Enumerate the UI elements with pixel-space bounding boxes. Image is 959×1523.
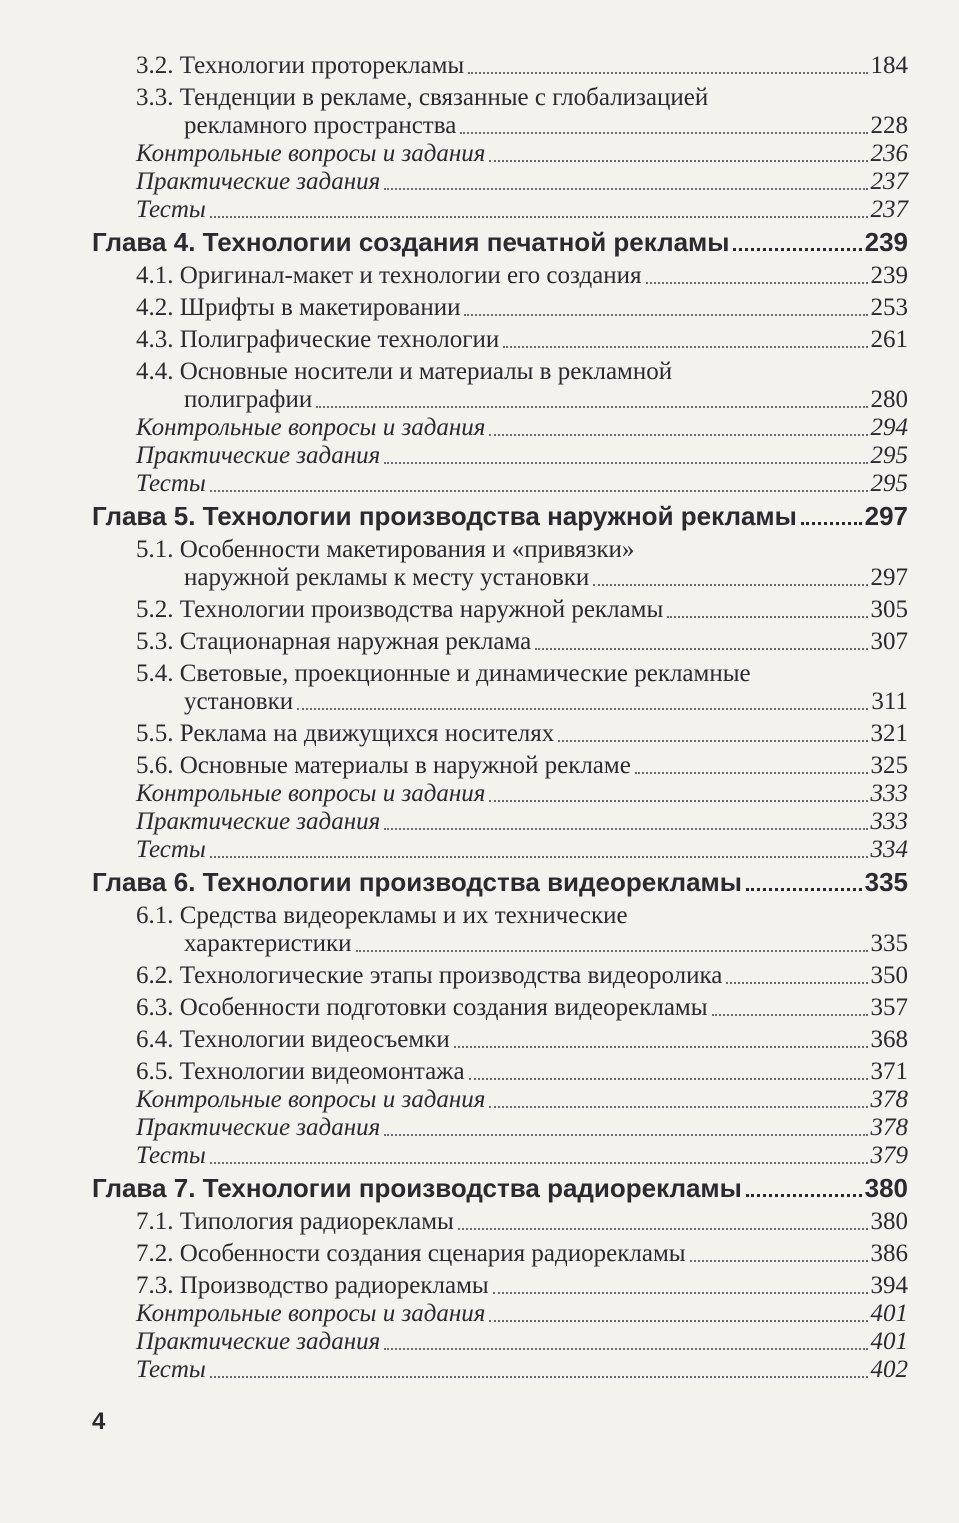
dot-leader: [297, 708, 868, 710]
extra-title: Контрольные вопросы и задания: [136, 1300, 486, 1327]
toc-entry-section: [92, 660, 908, 716]
page-number: 4: [92, 1408, 106, 1435]
toc-entry-extra: [92, 1114, 908, 1142]
toc-entry-extra: [92, 140, 908, 168]
section-title: Тенденции в рекламе, связанные с глобализацией: [179, 84, 709, 111]
section-number: 6.5.: [136, 1058, 174, 1085]
dot-leader: [384, 1348, 867, 1350]
section-title: Производство радиорекламы: [179, 1272, 489, 1299]
page-ref: 380: [864, 1173, 908, 1203]
toc-entry-section: [92, 52, 908, 80]
toc-entry-extra: [92, 196, 908, 224]
page-ref: 280: [870, 386, 908, 413]
page-ref: 333: [870, 808, 908, 835]
page-ref: 378: [870, 1114, 908, 1141]
page-ref: 335: [870, 930, 908, 957]
dot-leader: [535, 648, 867, 650]
section-title: Оригинал-макет и технологии его создания: [179, 262, 642, 289]
page-ref: 321: [870, 720, 908, 747]
dot-leader: [384, 1134, 867, 1136]
page-ref: 297: [864, 501, 908, 531]
page-ref: 379: [870, 1142, 908, 1169]
toc-entry-extra: [92, 1356, 908, 1384]
extra-title: Тесты: [136, 836, 206, 863]
page-ref: 401: [870, 1300, 908, 1327]
page-ref: 333: [870, 780, 908, 807]
dot-leader: [690, 1260, 868, 1262]
chapter-title: Глава 7. Технологии производства радиорекламы: [92, 1173, 742, 1203]
section-title: Технологические этапы производства видеоролика: [179, 962, 723, 989]
page-ref: 357: [870, 994, 908, 1021]
toc-entry-section: [92, 752, 908, 780]
page-ref: 305: [870, 596, 908, 623]
toc-entry-extra: [92, 1142, 908, 1170]
dot-leader: [356, 950, 868, 952]
toc-entry-section: [92, 994, 908, 1022]
page-ref: 394: [870, 1272, 908, 1299]
page-ref: 325: [870, 752, 908, 779]
toc-entry-section: [92, 262, 908, 290]
dot-leader: [458, 1228, 868, 1230]
page-ref: 402: [870, 1356, 908, 1383]
dot-leader: [468, 72, 867, 74]
page-ref: 237: [870, 196, 908, 223]
page-ref: 386: [870, 1240, 908, 1267]
extra-title: Практические задания: [136, 808, 381, 835]
section-number: 7.3.: [136, 1272, 174, 1299]
toc-entry-extra: [92, 470, 908, 498]
section-number: 5.6.: [136, 752, 174, 779]
dot-leader: [210, 490, 868, 492]
extra-title: Контрольные вопросы и задания: [136, 414, 486, 441]
toc-entry-section: [92, 294, 908, 322]
page-ref: 380: [870, 1208, 908, 1235]
dot-leader: [454, 1046, 868, 1048]
section-title-continued: рекламного пространства: [184, 112, 457, 139]
section-number: 4.1.: [136, 262, 174, 289]
chapter-title: Глава 4. Технологии создания печатной рекламы: [92, 227, 730, 257]
toc-entry-section: [92, 1058, 908, 1086]
page-ref: 294: [870, 414, 908, 441]
section-title-continued: наружной рекламы к месту установки: [184, 564, 590, 591]
extra-title: Тесты: [136, 1142, 206, 1169]
page-ref: 335: [864, 867, 908, 897]
dot-leader: [493, 1292, 868, 1294]
dot-leader: [489, 1320, 867, 1322]
dot-leader: [489, 160, 867, 162]
toc-entry-chapter: [92, 866, 908, 898]
dot-leader: [384, 188, 867, 190]
toc-entry-section: [92, 326, 908, 354]
toc-entry-section: [92, 628, 908, 656]
section-number: 6.3.: [136, 994, 174, 1021]
section-title: Типология радиорекламы: [179, 1208, 454, 1235]
toc-entry-chapter: [92, 500, 908, 532]
toc-entry-section: [92, 1026, 908, 1054]
dot-leader: [460, 132, 867, 134]
section-number: 4.3.: [136, 326, 174, 353]
section-title: Технологии видеосъемки: [179, 1026, 450, 1053]
toc-entry-section: [92, 720, 908, 748]
section-number: 4.2.: [136, 294, 174, 321]
page-ref: 350: [870, 962, 908, 989]
page-ref: 371: [870, 1058, 908, 1085]
dot-leader: [316, 406, 867, 408]
toc-entry-section: [92, 596, 908, 624]
page-ref: 378: [870, 1086, 908, 1113]
section-title: Основные материалы в наружной рекламе: [179, 752, 631, 779]
toc-entry-extra: [92, 1086, 908, 1114]
section-number: 6.2.: [136, 962, 174, 989]
chapter-title: Глава 6. Технологии производства видеорекламы: [92, 867, 742, 897]
extra-title: Практические задания: [136, 1328, 381, 1355]
toc-entry-extra: [92, 442, 908, 470]
extra-title: Тесты: [136, 470, 206, 497]
page-ref: 261: [870, 326, 908, 353]
extra-title: Контрольные вопросы и задания: [136, 780, 486, 807]
toc-entry-extra: [92, 414, 908, 442]
dot-leader: [746, 1194, 862, 1197]
dot-leader: [210, 1162, 868, 1164]
page-ref: 237: [870, 168, 908, 195]
section-title: Средства видеорекламы и их технические: [179, 902, 628, 929]
dot-leader: [469, 1078, 868, 1080]
section-title: Особенности макетирования и «привязки»: [179, 536, 635, 563]
section-title: Особенности создания сценария радиорекламы: [179, 1240, 686, 1267]
table-of-contents: [92, 48, 908, 1384]
section-number: 5.3.: [136, 628, 174, 655]
toc-entry-extra: [92, 808, 908, 836]
section-number: 3.2.: [136, 52, 174, 79]
dot-leader: [635, 772, 868, 774]
page-ref: 311: [871, 688, 908, 715]
section-number: 4.4.: [136, 358, 174, 385]
section-title: Технологии производства наружной рекламы: [179, 596, 664, 623]
section-number: 7.1.: [136, 1208, 174, 1235]
section-title: Реклама на движущихся носителях: [179, 720, 555, 747]
page-ref: 368: [870, 1026, 908, 1053]
page-ref: 401: [870, 1328, 908, 1355]
section-number: 5.5.: [136, 720, 174, 747]
page-ref: 184: [870, 52, 908, 79]
page-ref: 307: [870, 628, 908, 655]
dot-leader: [593, 584, 867, 586]
toc-entry-chapter: [92, 1172, 908, 1204]
toc-entry-extra: [92, 1328, 908, 1356]
toc-entry-section: [92, 1272, 908, 1300]
section-title: Технологии проторекламы: [179, 52, 465, 79]
extra-title: Практические задания: [136, 442, 381, 469]
section-number: 5.4.: [136, 660, 174, 687]
section-title-continued: полиграфии: [184, 386, 313, 413]
dot-leader: [489, 800, 867, 802]
dot-leader: [384, 828, 867, 830]
page-ref: 239: [864, 227, 908, 257]
page-ref: 295: [870, 470, 908, 497]
dot-leader: [210, 216, 868, 218]
toc-entry-section: [92, 536, 908, 592]
toc-entry-section: [92, 1240, 908, 1268]
toc-entry-extra: [92, 168, 908, 196]
section-title: Основные носители и материалы в рекламной: [179, 358, 673, 385]
dot-leader: [210, 856, 868, 858]
extra-title: Тесты: [136, 196, 206, 223]
dot-leader: [558, 740, 867, 742]
section-number: 3.3.: [136, 84, 174, 111]
page-ref: 297: [870, 564, 908, 591]
section-title: Технологии видеомонтажа: [179, 1058, 465, 1085]
dot-leader: [667, 616, 867, 618]
dot-leader: [733, 248, 861, 251]
page-ref: 253: [870, 294, 908, 321]
section-title: Стационарная наружная реклама: [179, 628, 532, 655]
section-number: 5.2.: [136, 596, 174, 623]
page-ref: 239: [870, 262, 908, 289]
section-title: Световые, проекционные и динамические рекламные: [179, 660, 751, 687]
page-ref: 236: [870, 140, 908, 167]
section-title-continued: установки: [184, 688, 294, 715]
dot-leader: [712, 1014, 868, 1016]
page-ref: 295: [870, 442, 908, 469]
section-number: 6.4.: [136, 1026, 174, 1053]
dot-leader: [646, 282, 868, 284]
extra-title: Контрольные вопросы и задания: [136, 140, 486, 167]
dot-leader: [726, 982, 867, 984]
page-ref: 334: [870, 836, 908, 863]
toc-entry-section: [92, 358, 908, 414]
dot-leader: [384, 462, 867, 464]
toc-entry-section: [92, 902, 908, 958]
section-title: Шрифты в макетировании: [179, 294, 461, 321]
toc-entry-extra: [92, 836, 908, 864]
toc-entry-section: [92, 84, 908, 140]
section-number: 6.1.: [136, 902, 174, 929]
section-title-continued: характеристики: [184, 930, 352, 957]
dot-leader: [503, 346, 867, 348]
extra-title: Тесты: [136, 1356, 206, 1383]
section-number: 7.2.: [136, 1240, 174, 1267]
extra-title: Практические задания: [136, 1114, 381, 1141]
dot-leader: [489, 1106, 867, 1108]
toc-entry-extra: [92, 780, 908, 808]
section-title: Полиграфические технологии: [179, 326, 500, 353]
toc-entry-chapter: [92, 226, 908, 258]
section-number: 5.1.: [136, 536, 174, 563]
dot-leader: [464, 314, 867, 316]
chapter-title: Глава 5. Технологии производства наружной рекламы: [92, 501, 797, 531]
extra-title: Практические задания: [136, 168, 381, 195]
toc-entry-extra: [92, 1300, 908, 1328]
page-ref: 228: [870, 112, 908, 139]
section-title: Особенности подготовки создания видеорекламы: [179, 994, 708, 1021]
dot-leader: [210, 1376, 868, 1378]
dot-leader: [489, 434, 867, 436]
toc-entry-section: [92, 962, 908, 990]
toc-entry-section: [92, 1208, 908, 1236]
dot-leader: [746, 888, 862, 891]
extra-title: Контрольные вопросы и задания: [136, 1086, 486, 1113]
dot-leader: [801, 522, 862, 525]
